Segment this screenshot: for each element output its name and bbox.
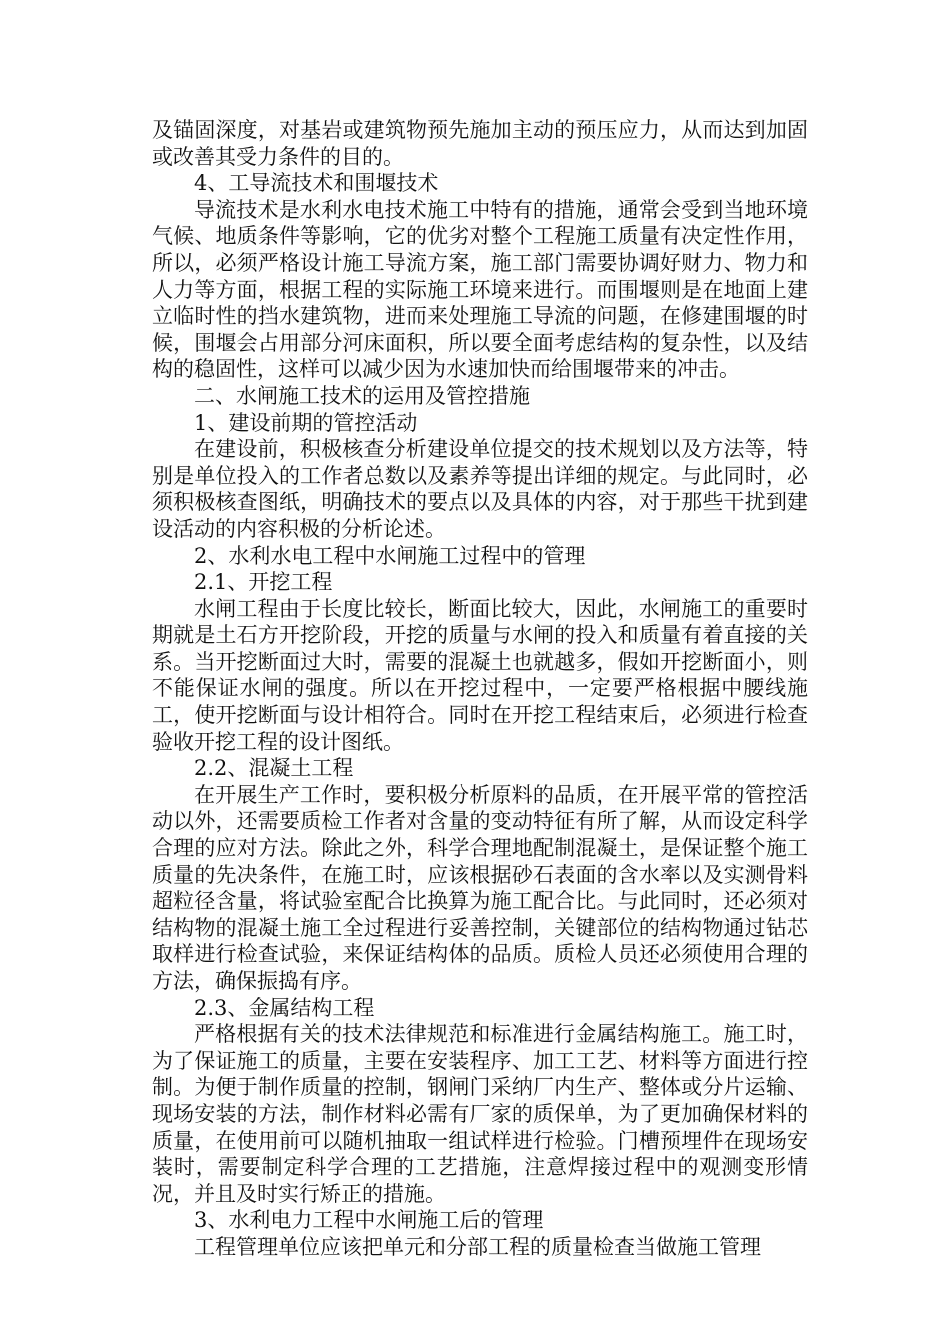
paragraph-diversion: 导流技术是水利水电技术施工中特有的措施，通常会受到当地环境气候、地质条件等影响，它的优劣对整个工程施工质量有决定性作用，所以，必须严格设计施工导流方案，施工部门需要协调好财力、物力和人力等方面，根据工程的实际施工环境来进行。而围堰则是在地面上建立临时性的挡水建筑物，进而来处理施工导流的问题，在修建围堰的时候，围堰会占用部分河床面积，所以要全面考虑结构的复杂性，以及结构的稳固性，这样可以减少因为水速加快而给围堰带来的冲击。 bbox=[152, 197, 808, 382]
paragraph-metal-structure: 严格根据有关的技术法律规范和标准进行金属结构施工。施工时，为了保证施工的质量，主要在安装程序、加工工艺、材料等方面进行控制。为便于制作质量的控制，钢闸门采纳厂内生产、整体或分片运输、现场安装的方法，制作材料必需有厂家的质保单，为了更加确保材料的质量，在使用前可以随机抽取一组试样进行检验。门槽预埋件在现场安装时，需要制定科学合理的工艺措施，注意焊接过程中的观测变形情况，并且及时实行矫正的措施。 bbox=[152, 1022, 808, 1206]
chapter-heading-2: 二、水闸施工技术的运用及管控措施 bbox=[194, 383, 530, 408]
paragraph-concrete: 在开展生产工作时，要积极分析原料的品质，在开展平常的管控活动以外，还需要质检工作者对含量的变动特征有所了解，从而设定科学合理的应对方法。除此之外，科学合理地配制混凝土，是保证整个施工质量的先决条件，在施工时，应该根据砂石表面的含水率以及实测骨料超粒径含量，将试验室配合比换算为施工配合比。与此同时，还必须对结构物的混凝土施工全过程进行妥善控制，关键部位的结构物通过钻芯取样进行检查试验，来保证结构体的品质。质检人员还必须使用合理的方法，确保振捣有序。 bbox=[152, 782, 808, 993]
section-heading-4: 4、工导流技术和围堰技术 bbox=[194, 171, 439, 196]
paragraph-post-construction: 工程管理单位应该把单元和分部工程的质量检查当做施工管理 bbox=[194, 1234, 761, 1259]
paragraph-excavation: 水闸工程由于长度比较长，断面比较大，因此，水闸施工的重要时期就是土石方开挖阶段，开挖的质量与水闸的投入和质量有着直接的关系。当开挖断面过大时，需要的混凝土也就越多，假如开挖断面小，则不能保证水闸的强度。所以在开挖过程中，一定要严格根据中腰线施工，使开挖断面与设计相符合。同时在开挖工程结束后，必须进行检查验收开挖工程的设计图纸。 bbox=[152, 596, 808, 754]
section-heading-2: 2、水利水电工程中水闸施工过程中的管理 bbox=[194, 543, 586, 568]
paragraph-continued: 及锚固深度，对基岩或建筑物预先施加主动的预压应力，从而达到加固或改善其受力条件的目的。 bbox=[152, 118, 808, 169]
document-body bbox=[152, 117, 808, 1261]
paragraph-preconstruction: 在建设前，积极核查分析建设单位提交的技术规划以及方法等，特别是单位投入的工作者总数以及素养等提出详细的规定。与此同时，必须积极核查图纸，明确技术的要点以及具体的内容，对于那些干扰到建设活动的内容积极的分析论述。 bbox=[152, 437, 808, 541]
subsection-heading-2-1: 2.1、开挖工程 bbox=[194, 570, 333, 595]
section-heading-3: 3、水利电力工程中水闸施工后的管理 bbox=[194, 1208, 544, 1233]
subsection-heading-2-3: 2.3、金属结构工程 bbox=[194, 995, 375, 1020]
subsection-heading-2-2: 2.2、混凝土工程 bbox=[194, 756, 354, 781]
section-heading-1: 1、建设前期的管控活动 bbox=[194, 410, 418, 435]
